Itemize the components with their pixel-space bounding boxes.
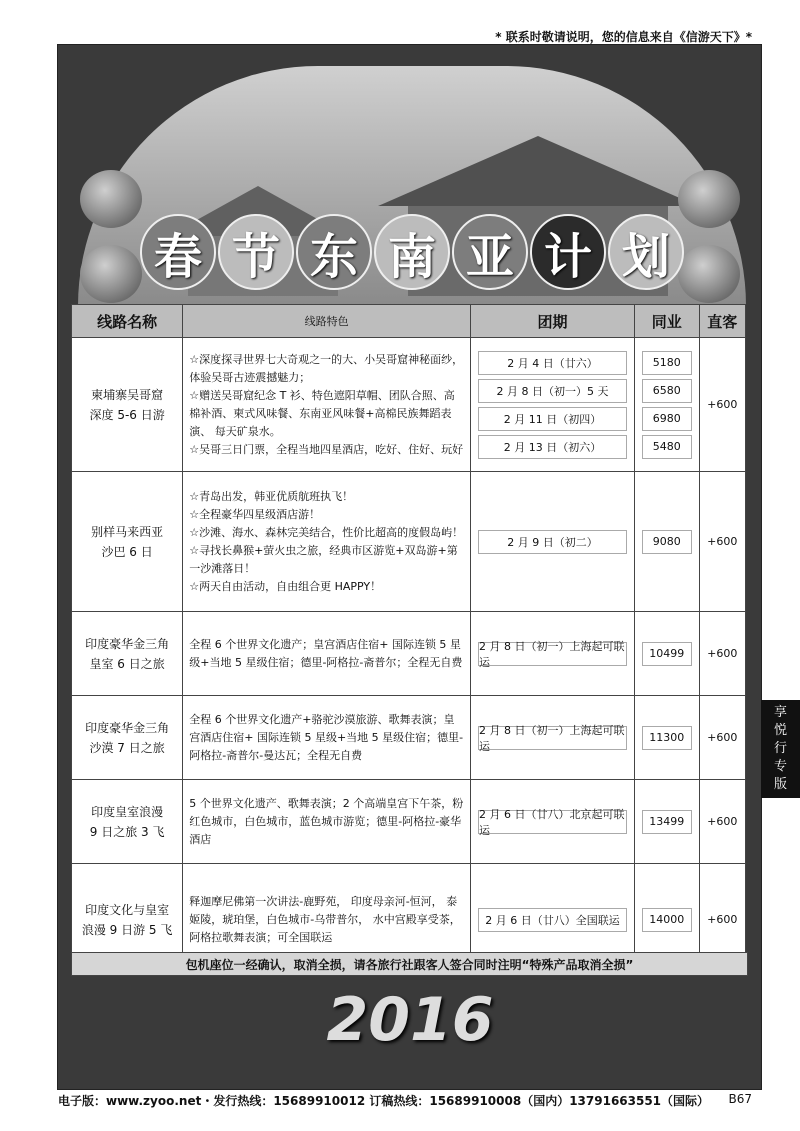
route-feature-text: 全程 6 个世界文化遗产；皇宫酒店住宿+ 国际连锁 5 星级+当地 5 星级住宿；德里-阿格拉-斋普尔；全程无自费	[189, 637, 463, 669]
direct-price	[699, 338, 746, 472]
direct-price	[699, 472, 746, 612]
peer-price: 13499	[642, 810, 691, 834]
source-notice: * 联系时敬请说明，您的信息来自《信游天下》*	[495, 30, 752, 44]
tour-dates	[471, 696, 635, 780]
tour-date: 2 月 6 日（廿八）全国联运	[478, 908, 627, 932]
direct-price	[699, 696, 746, 780]
temple-roof	[378, 136, 698, 206]
lantern-icon	[678, 170, 740, 228]
side-tab-char: 版	[773, 777, 787, 792]
table-row	[72, 338, 746, 472]
lantern-icon	[678, 245, 740, 303]
route-feature	[183, 472, 471, 612]
tour-date: 2 月 8 日（初一）上海起可联运	[478, 726, 627, 750]
tour-date: 2 月 11 日（初四）	[478, 407, 627, 431]
title-char: 亚	[452, 214, 528, 290]
route-name	[72, 696, 183, 780]
route-feature	[183, 780, 471, 864]
tour-dates	[471, 472, 635, 612]
table-row	[72, 696, 746, 780]
side-tab-char: 专	[773, 759, 787, 774]
title-char: 划	[608, 214, 684, 290]
side-tab	[761, 700, 800, 798]
direct-price	[699, 612, 746, 696]
lantern-icon	[80, 245, 142, 303]
table-header	[72, 305, 746, 338]
tour-date: 2 月 6 日（廿八）北京起可联运	[478, 810, 627, 834]
peer-price: 5180	[642, 351, 691, 375]
peer-price: 11300	[642, 726, 691, 750]
peer-price: 6980	[642, 407, 691, 431]
table-row	[72, 780, 746, 864]
peer-price: 5480	[642, 435, 691, 459]
tour-dates	[471, 780, 635, 864]
tour-date: 2 月 8 日（初一）上海起可联运	[478, 642, 627, 666]
tour-dates	[471, 338, 635, 472]
route-name-text: 印度皇室浪漫 9 日之旅 3 飞	[89, 804, 165, 839]
route-name-text: 别样马来西亚 沙巴 6 日	[91, 524, 164, 559]
route-feature-text: ☆深度探寻世界七大奇观之一的大、小吴哥窟神秘面纱，体验吴哥古迹震撼魅力； ☆赠送吴哥窟纪念 T 衫、特色遮阳草帽、团队合照、高棉补酒、柬式风味餐、东南亚风味餐+高棉民族舞蹈表演、 每天矿泉水。 ☆吴哥三日门票，全程当地四星酒店，吃好、住好、玩好	[189, 352, 464, 456]
route-name-text: 印度文化与皇室 浪漫 9 日游 5 飞	[81, 902, 173, 937]
peer-price: 14000	[642, 908, 691, 932]
table-row	[72, 612, 746, 696]
side-tab-char: 悦	[773, 723, 787, 738]
peer-prices	[635, 780, 699, 864]
peer-price: 9080	[642, 530, 691, 554]
direct-price-text: +600	[707, 647, 738, 660]
route-name-text: 柬埔寨吴哥窟 深度 5-6 日游	[89, 387, 165, 422]
side-tab-char: 行	[773, 741, 787, 756]
cancellation-notice: 包机座位一经确认，取消全损，请各旅行社跟客人签合同时注明“特殊产品取消全损”	[71, 952, 748, 976]
table-row	[72, 472, 746, 612]
route-name	[72, 472, 183, 612]
tour-dates	[471, 612, 635, 696]
page-number: B67	[728, 1092, 752, 1106]
peer-price: 10499	[642, 642, 691, 666]
peer-prices	[635, 472, 699, 612]
direct-price	[699, 780, 746, 864]
tour-date: 2 月 9 日（初二）	[478, 530, 627, 554]
direct-price-text: +600	[707, 535, 738, 548]
tour-date: 2 月 4 日（廿六）	[478, 351, 627, 375]
direct-price-text: +600	[707, 731, 738, 744]
route-name-text: 印度豪华金三角 皇室 6 日之旅	[85, 636, 170, 671]
route-feature	[183, 696, 471, 780]
title-char: 南	[374, 214, 450, 290]
page-title	[140, 214, 684, 290]
route-feature-text: ☆青岛出发，韩亚优质航班执飞！ ☆全程豪华四星级酒店游！ ☆沙滩、海水、森林完美结合，性价比超高的度假岛屿！ ☆寻找长鼻猴+萤火虫之旅，经典市区游览+双岛游+第一沙滩落日！ ☆两天自由活动，自由组合更 HAPPY！	[189, 489, 464, 593]
route-feature-text: 全程 6 个世界文化遗产+骆驼沙漠旅游、歌舞表演；皇宫酒店住宿+ 国际连锁 5 星级+当地 5 星级住宿；德里-阿格拉-斋普尔-曼达瓦；全程无自费	[189, 712, 464, 762]
peer-prices	[635, 612, 699, 696]
direct-price-text: +600	[707, 815, 738, 828]
lantern-icon	[80, 170, 142, 228]
route-name-text: 印度豪华金三角 沙漠 7 日之旅	[85, 720, 170, 755]
route-table	[71, 304, 746, 974]
contact-footer: 电子版：www.zyoo.net・发行热线：15689910012 订稿热线：15689910008（国内）13791663551（国际）	[58, 1094, 710, 1108]
title-char: 东	[296, 214, 372, 290]
header-route: 线路名称	[72, 305, 183, 338]
title-char: 计	[530, 214, 606, 290]
route-feature	[183, 612, 471, 696]
title-char: 春	[140, 214, 216, 290]
direct-price-text: +600	[707, 913, 738, 926]
route-feature-text: 释迦摩尼佛第一次讲法-鹿野苑， 印度母亲河-恒河， 泰姬陵，琥珀堡，白色城市-乌带普尔， 水中宫殿享受茶，阿格拉歌舞表演；可全国联运	[189, 894, 461, 944]
header-feature: 线路特色	[183, 305, 471, 338]
peer-prices	[635, 696, 699, 780]
route-name	[72, 612, 183, 696]
peer-prices	[635, 338, 699, 472]
header-direct: 直客	[699, 305, 746, 338]
header-date: 团期	[471, 305, 635, 338]
side-tab-char: 享	[773, 705, 787, 720]
year-decoration: 2016	[326, 985, 494, 1055]
route-feature-text: 5 个世界文化遗产、歌舞表演；2 个高端皇宫下午茶，粉红色城市，白色城市，蓝色城市游览；德里-阿格拉-豪华酒店	[189, 796, 464, 846]
tour-date: 2 月 13 日（初六）	[478, 435, 627, 459]
tour-date: 2 月 8 日（初一）5 天	[478, 379, 627, 403]
route-name	[72, 780, 183, 864]
direct-price-text: +600	[707, 398, 738, 411]
peer-price: 6580	[642, 379, 691, 403]
title-char: 节	[218, 214, 294, 290]
route-feature	[183, 338, 471, 472]
route-name	[72, 338, 183, 472]
header-peer: 同业	[635, 305, 699, 338]
